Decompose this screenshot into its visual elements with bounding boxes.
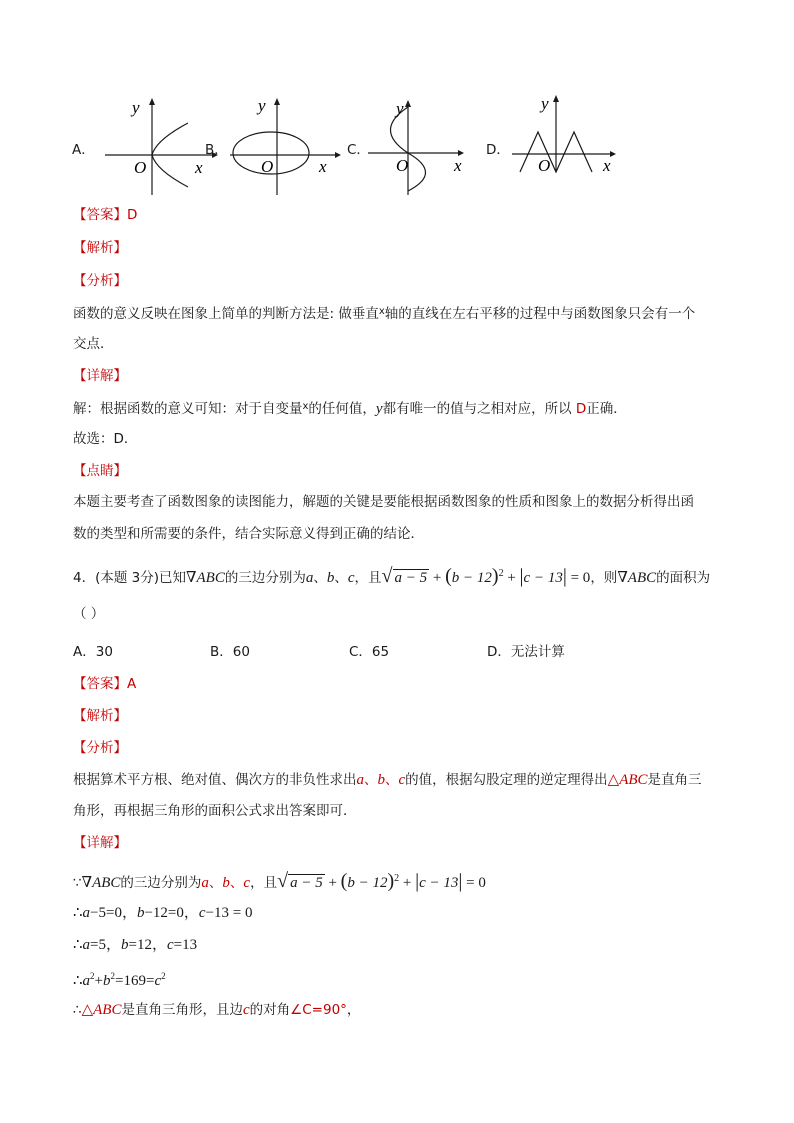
q3-fenxi-line-2: 交点． [73, 336, 114, 352]
q4-detail-var-c: c [243, 875, 251, 891]
q4-l4-b-sq: 2 [110, 971, 116, 981]
q4-detail-paren-body: b − 12 [347, 875, 388, 891]
q4-therefore-2: ∴ [73, 937, 83, 953]
q4-plus: + [429, 570, 446, 586]
q4-fenxi-sep-1: 、 [364, 772, 378, 788]
q4-fenxi-line-2: 角形，再根据三角形的面积公式求出答案即可． [73, 803, 357, 819]
q4-sqrt-body: a − 5 [394, 570, 428, 586]
q4-fenxi-var-c: c [398, 772, 406, 788]
q4-l5-var-c: c [242, 1002, 250, 1018]
q4-var-c: c [347, 570, 355, 586]
q4-detail-sqrt-body: a − 5 [290, 875, 323, 891]
q3-choose-line: 故选：D． [73, 431, 138, 447]
q4-detail-line-1 [73, 866, 486, 896]
q4-l5-triangle: △ABC [81, 1002, 122, 1018]
q3-answer-value: D [127, 207, 138, 223]
q4-detail-text-b: 的三边分别为 [120, 875, 202, 891]
q3-detail-var-y: y [375, 401, 383, 417]
q3-analysis-label: 【解析】 [73, 240, 127, 256]
q4-answer-line [73, 674, 136, 694]
q4-fenxi-text-a: 根据算术平方根、绝对值、偶次方的非负性求出 [73, 772, 357, 788]
q3-detail-text-b: 的任何值， [308, 401, 376, 417]
q4-option-a: A．30 [73, 644, 113, 660]
graph-a [100, 95, 220, 195]
q3-detail-text-c: 都有唯一的值与之相对应，所以 [382, 401, 572, 417]
q4-fenxi-text-c: 是直角三 [647, 772, 702, 788]
q4-option-b: B．60 [210, 644, 250, 660]
q4-therefore-4: ∴ [73, 1002, 82, 1018]
q4-l4-a: a [82, 973, 91, 989]
graph-c [368, 95, 473, 195]
q3-detail-line-1 [73, 397, 627, 419]
q4-fenxi-line-1 [73, 770, 702, 790]
q4-l5-text-d: 的对角 [249, 1002, 291, 1018]
q3-fenxi-label: 【分析】 [73, 273, 127, 289]
q4-detail-eq-zero: = 0 [462, 875, 486, 891]
q4-fenxi-var-b: b [377, 772, 385, 788]
graph-b-y-label: y [258, 96, 266, 115]
q4-detail-plus-2: + [399, 875, 416, 891]
graph-d-x-label: x [603, 156, 611, 175]
q4-eq-zero: = 0 [566, 570, 591, 586]
q4-paren-body: b − 12 [451, 570, 492, 586]
q4-option-d: D．无法计算 [487, 644, 565, 660]
q4-answer-value: A [127, 676, 137, 692]
q4-fenxi-sep-2: 、 [385, 772, 399, 788]
graph-a-origin-label: O [134, 158, 147, 177]
q4-fenxi-label: 【分析】 [73, 740, 127, 756]
q3-answer-line [73, 205, 137, 225]
q4-triangle-name-2: ABC [627, 570, 657, 586]
q4-sep-2: 、 [334, 570, 348, 586]
q4-detail-label: 【详解】 [73, 835, 127, 851]
q4-l2-a-eq: −5=0， [90, 905, 137, 921]
q4-detail-triangle-name: ABC [92, 875, 121, 891]
q4-detail-line-4 [73, 966, 166, 991]
q3-answer-label: 【答案】 [73, 207, 127, 223]
graph-d-y-label: y [541, 94, 549, 113]
q3-detail-label: 【详解】 [73, 368, 127, 384]
q4-var-a: a [305, 570, 314, 586]
q4-l4-c-sq: 2 [161, 971, 166, 981]
q4-plus-2: + [503, 570, 520, 586]
q4-stem-line-1 [73, 560, 710, 592]
q4-l5-comma: ， [346, 1002, 361, 1018]
q4-l2-b: b [136, 905, 145, 921]
q4-triangle-name: ABC [196, 570, 225, 586]
q4-l4-c: c [154, 973, 162, 989]
q4-stem-prefix: 4．(本题 3分)已知 [73, 570, 187, 586]
q4-sep-1: 、 [313, 570, 327, 586]
q4-detail-abs-body: c − 13 [419, 875, 459, 891]
q4-detail-line-5 [73, 1000, 360, 1020]
graph-option-a-label: A． [72, 142, 95, 158]
graph-option-d-label: D． [486, 142, 510, 158]
q4-l3-b-val: =12， [128, 937, 167, 953]
graph-a-x-label: x [195, 158, 203, 177]
q4-fenxi-var-a: a [356, 772, 364, 788]
q4-detail-sep-2: 、 [229, 875, 244, 891]
q4-l5-text-b: 是直角三角形，且边 [121, 1002, 243, 1018]
q4-l4-b: b [103, 973, 111, 989]
graph-c-x-label: x [454, 156, 462, 175]
q4-detail-line-2 [73, 903, 252, 923]
q4-l4-plus: + [94, 973, 104, 989]
q4-analysis-label: 【解析】 [73, 708, 127, 724]
graph-b-origin-label: O [261, 157, 274, 176]
q4-abs-body: c − 13 [523, 570, 563, 586]
q3-fenxi-line-1 [73, 302, 695, 324]
q4-therefore-3: ∴ [73, 973, 83, 989]
q4-triangle-symbol-2: ∇ [617, 570, 628, 586]
q4-l2-b-eq: −12=0， [144, 905, 199, 921]
q4-answer-label: 【答案】 [73, 676, 127, 692]
q4-l3-a-val: =5， [90, 937, 122, 953]
q3-fenxi-var-x: x [378, 306, 385, 317]
q4-because-symbol: ∵ [73, 875, 82, 891]
q3-detail-text-a: 解：根据函数的意义可知：对于自变量 [73, 401, 303, 417]
q4-blank: （ ） [73, 606, 105, 622]
q4-detail-square: 2 [394, 873, 400, 884]
graph-c-origin-label: O [396, 156, 409, 175]
q4-l4-eq: =169= [115, 973, 155, 989]
q4-l3-c-val: =13 [173, 937, 198, 953]
graph-d-origin-label: O [538, 156, 551, 175]
graph-b [230, 95, 345, 195]
q3-detail-var-x: x [302, 401, 309, 412]
graph-a-y-label: y [132, 98, 140, 117]
q4-l2-c: c [198, 905, 206, 921]
q3-fenxi-text-b: 轴的直线在左右平移的过程中与函数图象只会有一个 [384, 306, 696, 322]
q4-l3-b: b [121, 937, 129, 953]
q4-detail-equation: √ $a - 5 + (b - 12)^2 + |c - 13| = 0$ [277, 870, 486, 892]
q4-stem-b: 的三边分别为 [224, 570, 306, 586]
graph-b-x-label: x [319, 157, 327, 176]
q3-comment-line-2: 数的类型和所需要的条件，结合实际意义得到正确的结论． [73, 526, 424, 542]
graph-option-b-label: B． [205, 142, 228, 158]
q4-equation: √ $a - 5 + (b - 12)^2 + |c - 13| = 0$ [381, 565, 591, 587]
q4-detail-text-c: ，且 [250, 875, 278, 891]
q4-detail-sep-1: 、 [208, 875, 223, 891]
q3-comment-line-1: 本题主要考查了函数图象的读图能力，解题的关键是要能根据函数图象的性质和图象上的数据分析得出函 [73, 494, 694, 510]
q4-detail-plus: + [324, 875, 341, 891]
q4-detail-line-3 [73, 935, 197, 955]
q4-fenxi-triangle: △ABC [607, 772, 648, 788]
q4-l2-a: a [82, 905, 91, 921]
q4-detail-var-a: a [201, 875, 209, 891]
q4-option-c: C．65 [349, 644, 390, 660]
graph-option-c-label: C． [347, 142, 370, 158]
q4-l5-angle: ∠C=90° [290, 1002, 347, 1018]
q4-l4-a-sq: 2 [90, 971, 95, 981]
q4-stem-d: ，则 [590, 570, 618, 586]
q4-l2-c-eq: −13 = 0 [205, 905, 253, 921]
q3-comment-label: 【点睛】 [73, 463, 127, 479]
q3-fenxi-text-a: 函数的意义反映在图象上简单的判断方法是: 做垂直 [73, 306, 379, 322]
q4-var-b: b [326, 570, 335, 586]
q4-square: 2 [498, 568, 504, 579]
q4-l3-a: a [82, 937, 91, 953]
q4-triangle-symbol: ∇ [186, 570, 197, 586]
q4-stem-c: ，且 [354, 570, 382, 586]
q4-detail-var-b: b [222, 875, 230, 891]
q4-l3-c: c [166, 937, 174, 953]
q3-detail-letter-d: D [575, 401, 587, 417]
graph-c-y-label: y [396, 99, 404, 118]
q4-stem-e: 的面积为 [656, 570, 711, 586]
q4-fenxi-text-b: 的值，根据勾股定理的逆定理得出 [405, 772, 608, 788]
q4-detail-triangle-symbol: ∇ [81, 875, 93, 891]
q3-detail-text-e: 正确． [586, 401, 627, 417]
q4-therefore-1: ∴ [73, 905, 83, 921]
graph-d [507, 92, 622, 187]
